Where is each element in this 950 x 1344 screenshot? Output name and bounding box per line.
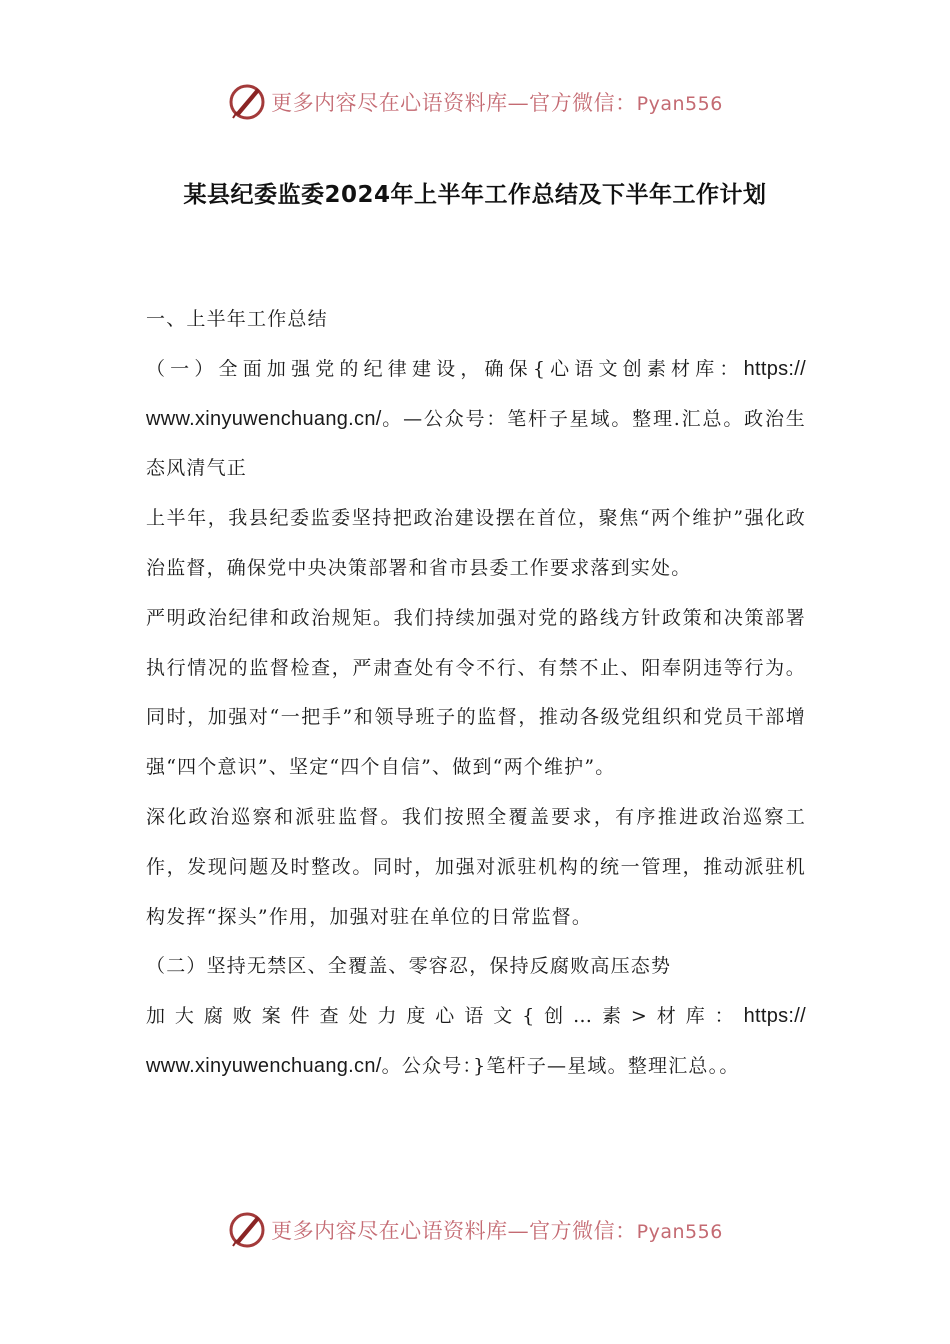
subsection-heading: （二）坚持无禁区、全覆盖、零容忍，保持反腐败高压态势 [146, 955, 672, 978]
quill-logo-icon [227, 1210, 267, 1250]
url-text: https:// [743, 1005, 806, 1028]
banner-text: 更多内容尽在心语资料库—官方微信：Pyan556 [271, 1219, 723, 1243]
document-body [146, 295, 806, 1092]
paragraph: 严明政治纪律和政治规矩。我们持续加强对党的路线方针政策和决策部署执行情况的监督检查，严肃查处有令不行、有禁不止、阳奉阴违等行为。同时，加强对“一把手”和领导班子的监督，推动各级党组织和党员干部增强“四个意识”、坚定“四个自信”、做到“两个维护”。 [146, 606, 806, 779]
paragraph: 加大腐败案件查处力度心语文{创…素>材库：https:// www.xinyuwenchuang.cn/。公众号：}笔杆子—星域。整理汇总。。 [146, 1005, 806, 1077]
header-banner [0, 80, 950, 124]
url-text: www.xinyuwenchuang.cn/ [146, 407, 382, 430]
quill-logo-icon [227, 82, 267, 122]
wechat-id: Pyan556 [636, 93, 723, 115]
document-title: 某县纪委监委2024年上半年工作总结及下半年工作计划 [183, 182, 767, 208]
wechat-id: Pyan556 [636, 1221, 723, 1243]
url-text: www.xinyuwenchuang.cn/ [146, 1054, 382, 1077]
url-text: https:// [743, 357, 806, 380]
footer-banner [0, 1208, 950, 1252]
banner-text: 更多内容尽在心语资料库—官方微信：Pyan556 [271, 91, 723, 115]
paragraph: 上半年，我县纪委监委坚持把政治建设摆在首位，聚焦“两个维护”强化政治监督，确保党中央决策部署和省市县委工作要求落到实处。 [146, 507, 806, 579]
section-heading: 一、上半年工作总结 [146, 308, 328, 330]
paragraph: 深化政治巡察和派驻监督。我们按照全覆盖要求，有序推进政治巡察工作，发现问题及时整改。同时，加强对派驻机构的统一管理，推动派驻机构发挥“探头”作用，加强对驻在单位的日常监督。 [146, 805, 806, 928]
subsection-heading: （一）全面加强党的纪律建设，确保{心语文创素材库：https:// www.xinyuwenchuang.cn/。—公众号：笔杆子星域。整理.汇总。政治生态风清气正 [146, 357, 806, 480]
